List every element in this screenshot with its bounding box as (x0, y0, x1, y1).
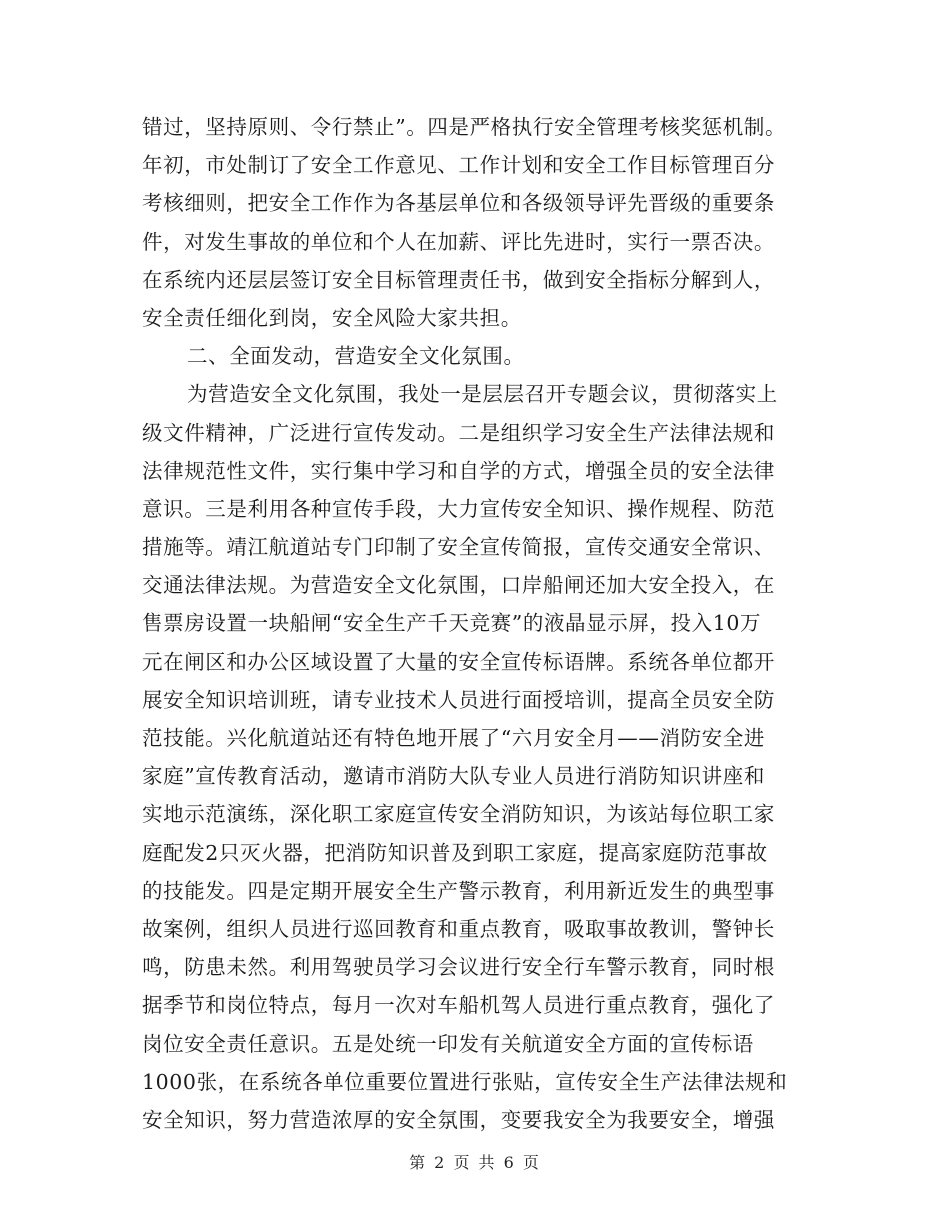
text-line: 法律规范性文件，实行集中学习和自学的方式，增强全员的安全法律 (142, 458, 775, 483)
text-line: 的技能发。四是定期开展安全生产警示教育，利用新近发生的典型事 (142, 878, 775, 903)
text-line: 级文件精神，广泛进行宣传发动。二是组织学习安全生产法律法规和 (142, 420, 775, 445)
text-line: 售票房设置一块船闸“安全生产千天竞赛”的液晶显示屏，投入10万 (142, 611, 762, 636)
text-line: 安全责任细化到岗，安全风险大家共担。 (142, 305, 522, 330)
text-line: 安全知识，努力营造浓厚的安全氛围，变要我安全为我要安全，增强 (142, 1107, 775, 1132)
text-line: 故案例，组织人员进行巡回教育和重点教育，吸取事故教训，警钟长 (142, 916, 775, 941)
text-line: 错过，坚持原则、令行禁止”。四是严格执行安全管理考核奖惩机制。 (142, 115, 787, 139)
text-line: 鸣，防患未然。利用驾驶员学习会议进行安全行车警示教育，同时根 (142, 955, 775, 980)
text-line: 交通法律法规。为营造安全文化氛围，口岸船闸还加大安全投入，在 (142, 573, 775, 598)
paragraph-start-line: 为营造安全文化氛围，我处一是层层召开专题会议，贯彻落实上 (187, 382, 778, 407)
text-line: 意识。三是利用各种宣传手段，大力宣传安全知识、操作规程、防范 (142, 496, 775, 521)
text-line: 庭配发2只灭火器，把消防知识普及到职工家庭，提高家庭防范事故 (142, 840, 768, 865)
page-number-footer: 第 2 页 共 6 页 (409, 1153, 541, 1172)
text-line: 件，对发生事故的单位和个人在加薪、评比先进时，实行一票否决。 (142, 229, 775, 254)
text-line: 年初，市处制订了安全工作意见、工作计划和安全工作目标管理百分 (142, 153, 775, 178)
text-line: 实地示范演练，深化职工家庭宣传安全消防知识，为该站每位职工家 (142, 802, 775, 827)
text-line: 元在闸区和办公区域设置了大量的安全宣传标语牌。系统各单位都开 (142, 649, 775, 674)
body-text (142, 108, 812, 1139)
text-line: 1000张，在系统各单位重要位置进行张贴，宣传安全生产法律法规和 (142, 1069, 788, 1094)
text-line: 家庭”宣传教育活动，邀请市消防大队专业人员进行消防知识讲座和 (142, 764, 765, 789)
text-line: 考核细则，把安全工作作为各基层单位和各级领导评先晋级的重要条 (142, 191, 775, 216)
text-line: 岗位安全责任意识。五是处统一印发有关航道安全方面的宣传标语 (142, 1031, 754, 1056)
text-line: 措施等。靖江航道站专门印制了安全宣传简报，宣传交通安全常识、 (142, 535, 775, 560)
text-line: 在系统内还层层签订安全目标管理责任书，做到安全指标分解到人， (142, 267, 775, 292)
section-heading: 二、全面发动，营造安全文化氛围。 (187, 344, 525, 369)
text-line: 展安全知识培训班，请专业技术人员进行面授培训，提高全员安全防 (142, 687, 775, 712)
text-line: 范技能。兴化航道站还有特色地开展了“六月安全月——消防安全进 (142, 726, 765, 750)
text-line: 据季节和岗位特点，每月一次对车船机驾人员进行重点教育，强化了 (142, 993, 775, 1018)
